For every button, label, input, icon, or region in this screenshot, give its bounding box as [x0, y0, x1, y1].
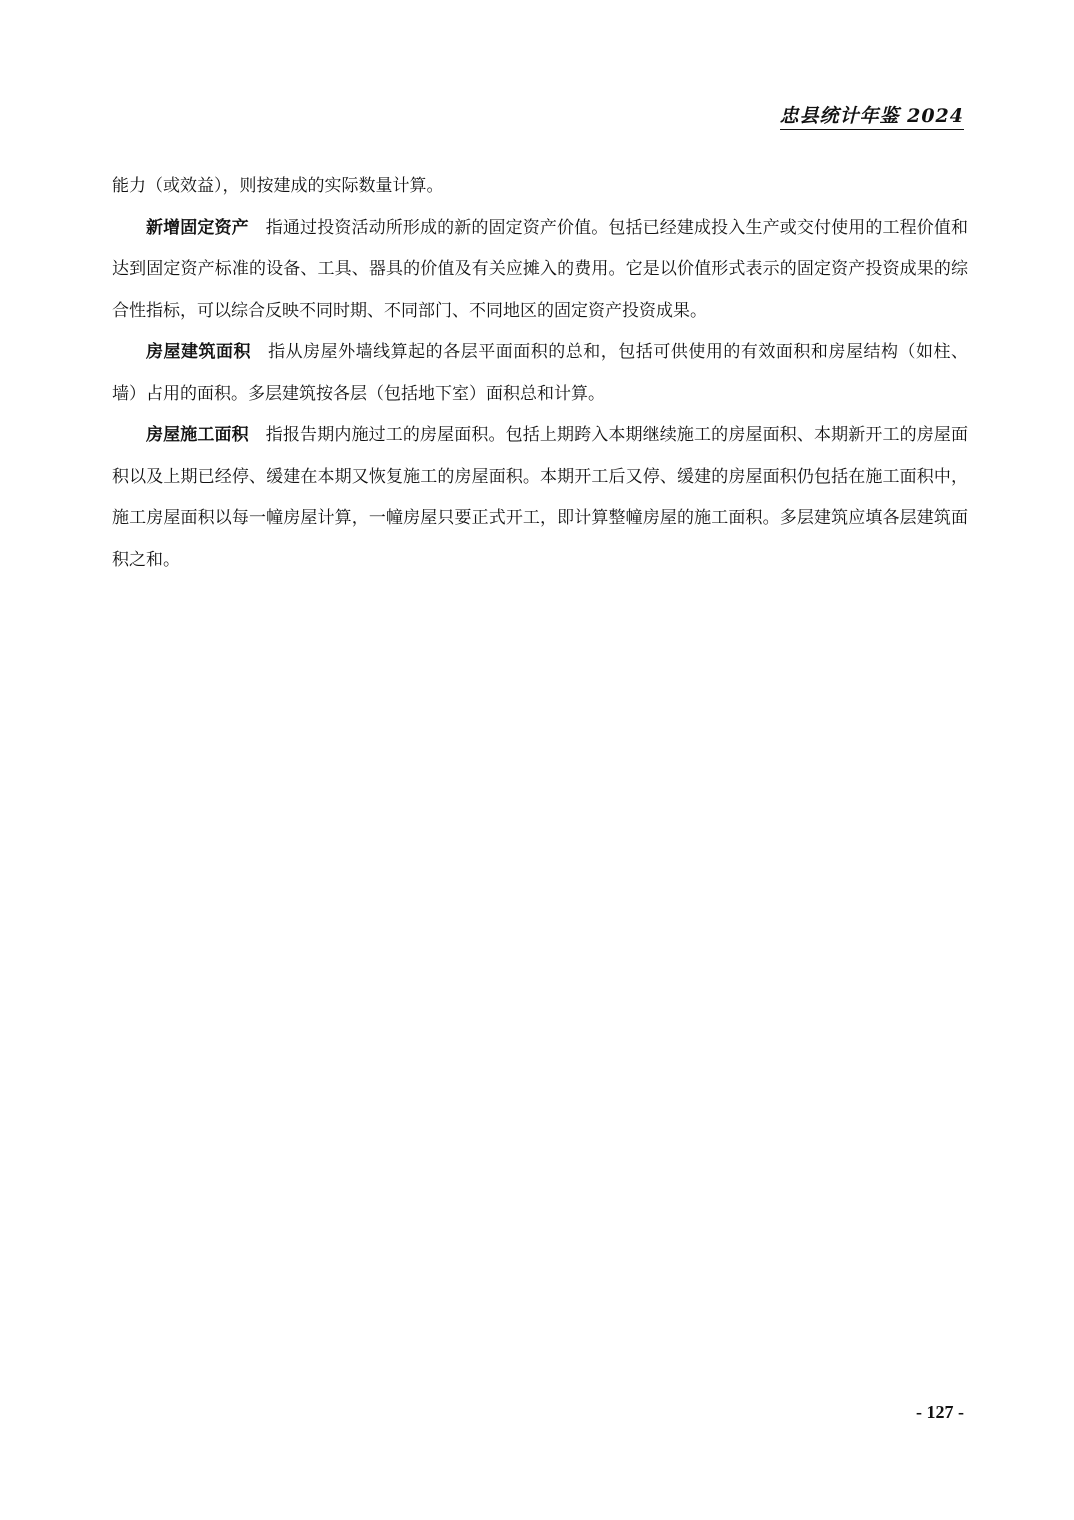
definition-floor-space: 指从房屋外墙线算起的各层平面面积的总和，包括可供使用的有效面积和房屋结构（如柱、墙）占用的面积。多层建筑按各层（包括地下室）面积总和计算。 [112, 342, 969, 404]
page-number: - 127 - [916, 1402, 964, 1422]
definition-new-fixed-assets: 指通过投资活动所形成的新的固定资产价值。包括已经建成投入生产或交付使用的工程价值和达到固定资产标准的设备、工具、器具的价值及有关应摊入的费用。它是以价值形式表示的固定资产投资成果的综合性指标，可以综合反映不同时期、不同部门、不同地区的固定资产投资成果。 [112, 217, 969, 321]
document-body [112, 166, 968, 581]
paragraph-floor-space [112, 332, 968, 415]
paragraph-new-fixed-assets [112, 208, 968, 333]
definition-construction-area: 指报告期内施过工的房屋面积。包括上期跨入本期继续施工的房屋面积、本期新开工的房屋面积以及上期已经停、缓建在本期又恢复施工的房屋面积。本期开工后又停、缓建的房屋面积仍包括在施工面积中，施工房屋面积以每一幢房屋计算，一幢房屋只要正式开工，即计算整幢房屋的施工面积。多层建筑应填各层建筑面积之和。 [112, 425, 969, 570]
term-new-fixed-assets: 新增固定资产 [146, 217, 249, 238]
paragraph-text: 能力（或效益），则按建成的实际数量计算。 [112, 176, 444, 196]
paragraph-continuation [112, 166, 968, 208]
running-header: 忠县统计年鉴 2024 [780, 104, 965, 130]
term-construction-area: 房屋施工面积 [146, 425, 249, 445]
paragraph-construction-area [112, 415, 968, 581]
term-floor-space: 房屋建筑面积 [146, 342, 252, 362]
